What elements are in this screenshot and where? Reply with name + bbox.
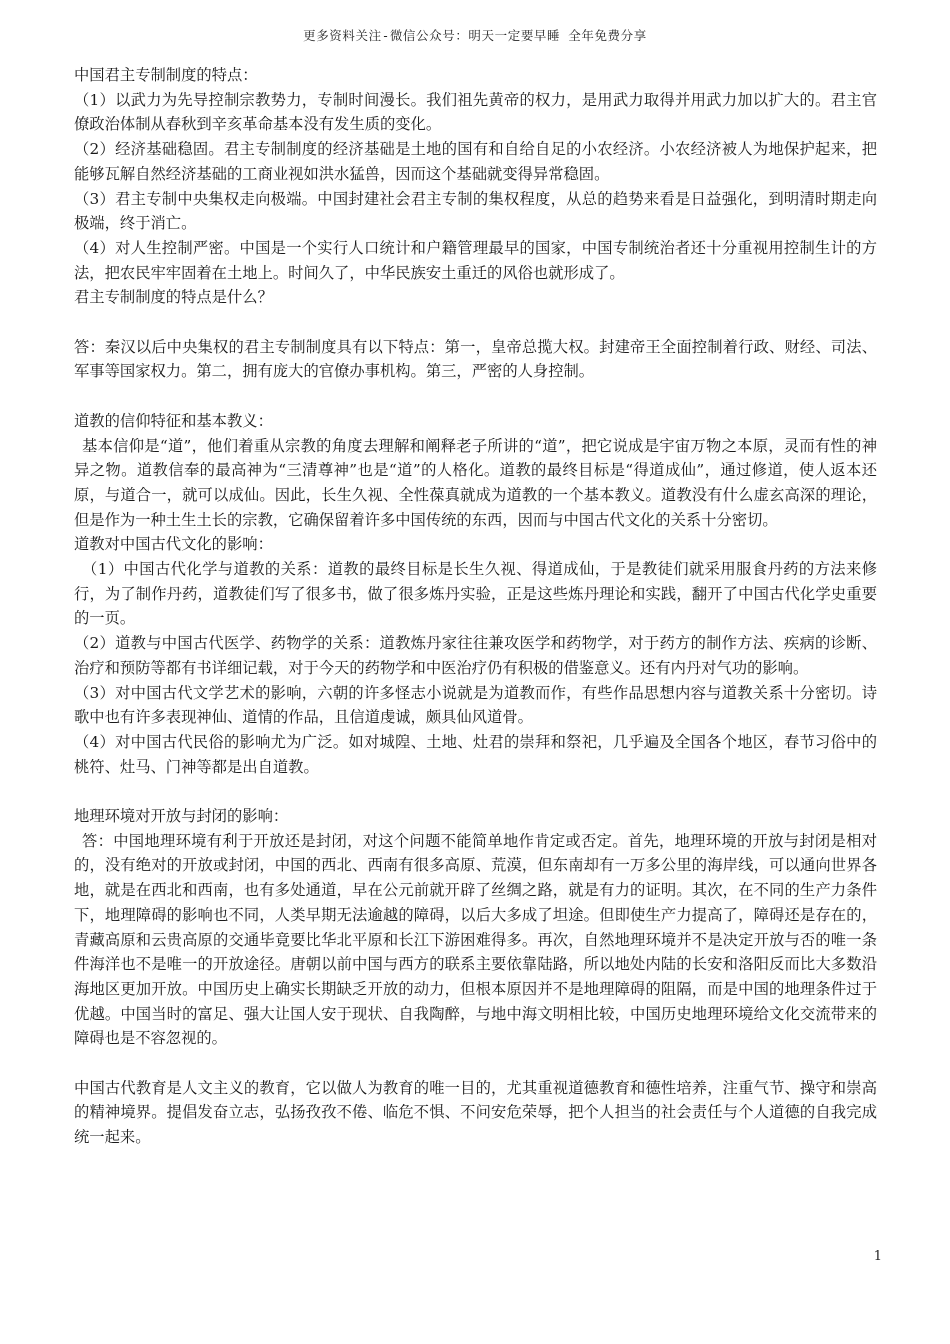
- page-header: 更多资料关注-微信公众号：明天一定要早睡 全年免费分享: [303, 28, 647, 43]
- section-title-geography: 地理环境对开放与封闭的影响：: [74, 807, 289, 826]
- question: 君主专制制度的特点是什么？: [74, 288, 273, 307]
- section-title-autocracy: 中国君主专制制度的特点：: [74, 66, 258, 84]
- document-body: [74, 63, 877, 1150]
- page-number: 1: [873, 1249, 882, 1264]
- paragraph: （3）对中国古代文学艺术的影响，六朝的许多怪志小说就是为道教而作，有些作品思想内容与道教关系十分密切。诗歌中也有许多表现神仙、道情的作品，且信道虔诚，颇具仙风道骨。: [74, 683, 877, 727]
- paragraph: 答：中国地理环境有利于开放还是封闭，对这个问题不能简单地作肯定或否定。首先，地理环境的开放与封闭是相对的，没有绝对的开放或封闭，中国的西北、西南有很多高原、荒漠，但东南却有一万多公里的海岸线，可以通向世界各地，就是在西北和西南，也有多处通道，早在公元前就开辟了丝绸之路，就是有力的证明。其次，在不同的生产力条件下，地理障碍的影响也不同，人类早期无法逾越的障碍，以后大多成了坦途。但即使生产力提高了，障碍还是存在的，青藏高原和云贵高原的交通毕竟要比华北平原和长江下游困难得多。再次，自然地理环境并不是决定开放与否的唯一条件海洋也不是唯一的开放途径。唐朝以前中国与西方的联系主要依靠陆路，所以地处内陆的长安和洛阳反而比大多数沿海地区更加开放。中国历史上确实长期缺乏开放的动力，但根本原因并不是地理障碍的阻隔，而是中国的地理条件过于优越。中国当时的富足、强大让国人安于现状、自我陶醉，与地中海文明相比较，中国历史地理环境给文化交流带来的障碍也是不容忽视的。: [74, 831, 877, 1048]
- paragraph: （2）经济基础稳固。君主专制制度的经济基础是土地的国有和自给自足的小农经济。小农经济被人为地保护起来，把能够瓦解自然经济基础的工商业视如洪水猛兽，因而这个基础就变得异常稳固。: [74, 140, 877, 183]
- paragraph: （1）以武力为先导控制宗教势力，专制时间漫长。我们祖先黄帝的权力，是用武力取得并用武力加以扩大的。君主官僚政治体制从春秋到辛亥革命基本没有发生质的变化。: [74, 90, 877, 134]
- section-title-taoism: 道教的信仰特征和基本教义：: [74, 411, 273, 430]
- paragraph: （4）对人生控制严密。中国是一个实行人口统计和户籍管理最早的国家，中国专制统治者还十分重视用控制生计的方法，把农民牢牢固着在土地上。时间久了，中华民族安土重迁的风俗也就形成了。: [74, 238, 877, 282]
- paragraph: （1）中国古代化学与道教的关系：道教的最终目标是长生久视、得道成仙，于是教徒们就采用服食丹药的方法来修行，为了制作丹药，道教徒们写了很多书，做了很多炼丹实验，正是这些炼丹理论和实践，翻开了中国古代化学史重要的一页。: [74, 560, 877, 628]
- section-title-taoism-influence: 道教对中国古代文化的影响：: [74, 535, 273, 554]
- paragraph-education: 中国古代教育是人文主义的教育，它以做人为教育的唯一目的，尤其重视道德教育和德性培养，注重气节、操守和崇高的精神境界。提倡发奋立志，弘扬孜孜不倦、临危不惧、不问安危荣辱，把个人担当的社会责任与个人道德的自我完成统一起来。: [74, 1078, 877, 1147]
- answer: 答：秦汉以后中央集权的君主专制制度具有以下特点：第一，皇帝总揽大权。封建帝王全面控制着行政、财经、司法、军事等国家权力。第二，拥有庞大的官僚办事机构。第三，严密的人身控制。: [74, 337, 877, 381]
- paragraph: （3）君主专制中央集权走向极端。中国封建社会君主专制的集权程度，从总的趋势来看是日益强化，到明清时期走向极端，终于消亡。: [74, 189, 877, 233]
- paragraph: （2）道教与中国古代医学、药物学的关系：道教炼丹家往往兼攻医学和药物学，对于药方的制作方法、疾病的诊断、治疗和预防等都有书详细记载，对于今天的药物学和中医治疗仍有积极的借鉴意义。还有内丹对气功的影响。: [74, 634, 877, 677]
- paragraph: 基本信仰是“道”，他们着重从宗教的角度去理解和阐释老子所讲的“道”，把它说成是宇宙万物之本原，灵而有性的神异之物。道教信奉的最高神为“三清尊神”也是“道”的人格化。道教的最终目标是“得道成仙”，通过修道，使人返本还原，与道合一，就可以成仙。因此，长生久视、全性葆真就成为道教的一个基本教义。道教没有什么虚玄高深的理论，但是作为一种土生土长的宗教，它确保留着许多中国传统的东西，因而与中国古代文化的关系十分密切。: [74, 436, 877, 529]
- paragraph: （4）对中国古代民俗的影响尤为广泛。如对城隍、土地、灶君的崇拜和祭祀，几乎遍及全国各个地区，春节习俗中的桃符、灶马、门神等都是出自道教。: [74, 732, 877, 776]
